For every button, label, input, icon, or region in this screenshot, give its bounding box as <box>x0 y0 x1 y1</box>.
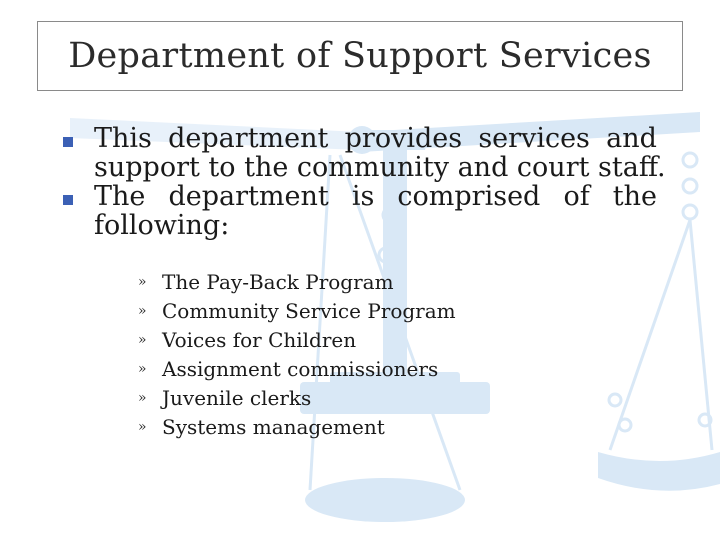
word: of <box>563 181 590 212</box>
sub-list-item <box>138 297 468 326</box>
sub-item-text: The Pay-Back Program <box>162 270 394 294</box>
bullet-item-1 <box>62 123 666 183</box>
double-chevron-icon: » <box>138 419 147 435</box>
slide-title-box <box>37 21 683 91</box>
word: The <box>94 181 146 212</box>
square-bullet-icon <box>63 195 73 205</box>
bullet-1-line-2: support to the community and court staff. <box>94 152 666 183</box>
word: This <box>94 123 152 154</box>
sub-list-item <box>138 384 468 413</box>
sub-list-item <box>138 413 468 442</box>
word: provides <box>344 123 463 154</box>
word: and <box>606 123 657 154</box>
square-bullet-icon <box>63 137 73 147</box>
sub-item-text: Juvenile clerks <box>162 386 312 410</box>
sub-list-item <box>138 326 468 355</box>
word: department <box>168 123 329 154</box>
double-chevron-icon: » <box>138 303 147 319</box>
sub-item-text: Assignment commissioners <box>162 357 439 381</box>
double-chevron-icon: » <box>138 332 147 348</box>
slide-title: Department of Support Services <box>68 36 652 76</box>
bullet-item-2 <box>62 182 657 240</box>
sub-list-item <box>138 268 468 297</box>
word: department <box>168 181 329 212</box>
double-chevron-icon: » <box>138 361 147 377</box>
sub-list-item <box>138 355 468 384</box>
word: the <box>612 181 657 212</box>
sub-item-text: Community Service Program <box>162 299 456 323</box>
sub-bullet-list <box>138 268 468 442</box>
bullet-2-line-2: following: <box>94 210 230 241</box>
word: services <box>478 123 590 154</box>
word: is <box>351 181 375 212</box>
double-chevron-icon: » <box>138 390 147 406</box>
bullet-1-line-1 <box>94 124 657 153</box>
bullet-2-line-1 <box>94 182 657 211</box>
word: comprised <box>397 181 541 212</box>
main-bullet-list <box>62 123 666 241</box>
sub-item-text: Systems management <box>162 415 385 439</box>
double-chevron-icon: » <box>138 274 147 290</box>
sub-item-text: Voices for Children <box>162 328 357 352</box>
